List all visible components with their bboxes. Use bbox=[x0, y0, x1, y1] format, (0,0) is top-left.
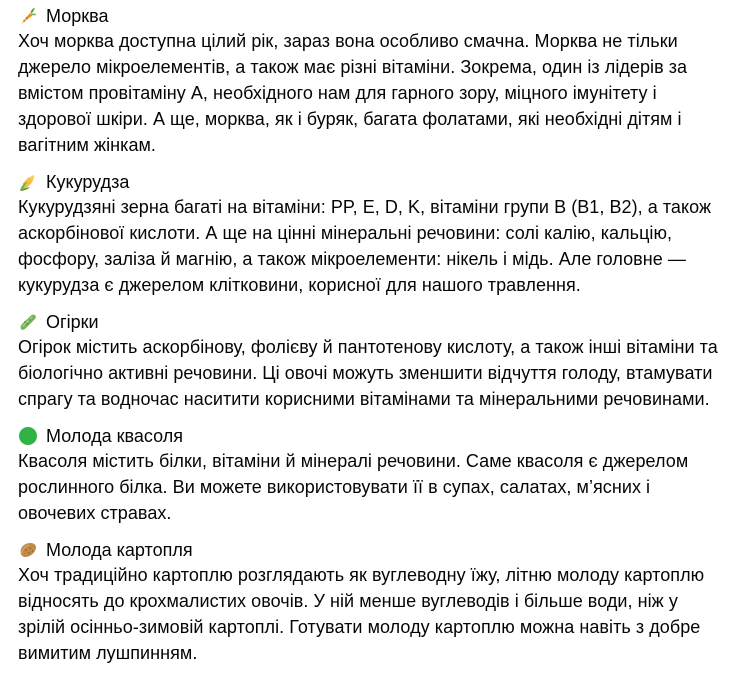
section-body: Огірок містить аскорбінову, фолієву й пантотенову кислоту, а також інші вітаміни та біологічно активні речовини. Ці овочі можуть зменшити відчуття голоду, втамувати спрагу та водночас наситити корисними вітамінами та мінеральними речовинами. bbox=[18, 337, 718, 409]
green-circle-icon bbox=[18, 426, 38, 446]
section-beans bbox=[18, 424, 718, 526]
cucumber-icon bbox=[18, 312, 38, 332]
section-body: Квасоля містить білки, вітаміни й мінералі речовини. Саме квасоля є джерелом рослинного білка. Ви можете використовувати її в супах, салатах, м’ясних і овочевих стравах. bbox=[18, 451, 689, 523]
section-cucumber bbox=[18, 310, 718, 412]
section-title bbox=[18, 310, 718, 334]
section-title bbox=[18, 170, 718, 194]
section-title-text: Молода квасоля bbox=[46, 426, 183, 446]
section-body: Хоч традиційно картоплю розглядають як вуглеводну їжу, літню молоду картоплю відносять до крохмалистих овочів. У ній менше вуглеводів і більше води, ніж у зрілій осінньо-зимовій картоплі. Готувати молоду картоплю можна навіть з добре вимитим лушпинням. bbox=[18, 565, 705, 663]
section-title-text: Молода картопля bbox=[46, 540, 193, 560]
section-title-text: Огірки bbox=[46, 312, 99, 332]
post-content bbox=[18, 4, 718, 678]
section-title bbox=[18, 538, 718, 562]
section-title bbox=[18, 424, 718, 448]
section-body: Хоч морква доступна цілий рік, зараз вона особливо смачна. Морква не тільки джерело мікроелементів, а також має різні вітаміни. Зокрема, один із лідерів за вмістом провітаміну А, необхідного нам для гарного зору, міцного імунітету і здорової шкіри. А ще, морква, як і буряк, багата фолатами, які необхідні дітям і вагітним жінкам. bbox=[18, 31, 688, 155]
potato-icon bbox=[18, 540, 38, 560]
section-title-text: Морква bbox=[46, 6, 109, 26]
section-corn bbox=[18, 170, 718, 298]
section-title-text: Кукурудза bbox=[46, 172, 130, 192]
section-potato bbox=[18, 538, 718, 666]
section-body: Кукурудзяні зерна багаті на вітаміни: PP, E, D, K, вітаміни групи В (В1, В2), а також аскорбінової кислоти. А ще на цінні мінеральні речовини: солі калію, кальцію, фосфору, заліза й магнію, а також мікроелементи: нікель і мідь. Але головне — кукурудза є джерелом клітковини, корисної для нашого травлення. bbox=[18, 197, 712, 295]
section-carrot bbox=[18, 4, 718, 158]
section-title bbox=[18, 4, 718, 28]
corn-icon bbox=[18, 172, 38, 192]
carrot-icon bbox=[18, 6, 38, 26]
